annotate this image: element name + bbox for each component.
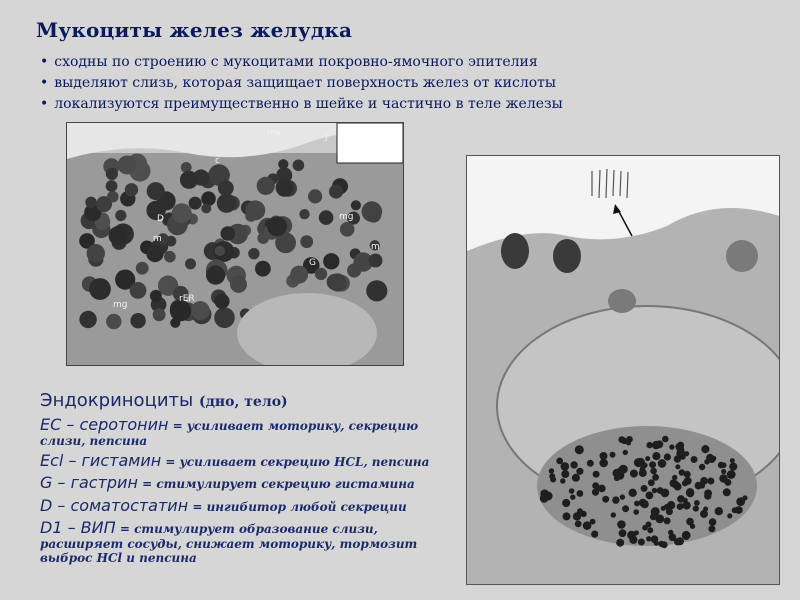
endocrine-granule [652, 452, 660, 460]
secretory-granule [276, 179, 294, 197]
endocrine-granule [655, 515, 664, 524]
cell-code: Ecl – гистамин [40, 451, 162, 471]
endocrine-granule [694, 500, 700, 506]
secretory-granule [201, 191, 216, 206]
endocrine-granule [690, 524, 695, 529]
secretory-granule [293, 160, 305, 172]
endocrine-granule [650, 468, 657, 475]
endocrine-granule [693, 506, 699, 512]
endocrine-granule [679, 503, 684, 508]
endocrine-granule [576, 468, 583, 475]
endocrine-granule [729, 463, 737, 471]
endocrine-cell-ec [40, 415, 450, 449]
secretory-granule [217, 194, 236, 213]
endocrine-granule [701, 445, 709, 453]
bullet-item: • локализуются преимущественно в шейке и частично в теле железы [40, 94, 563, 115]
endocrine-granule [680, 454, 686, 460]
endocrine-granule [616, 539, 624, 547]
secretory-granule [136, 262, 149, 275]
endocrine-granule [661, 489, 670, 498]
secretory-granule [87, 244, 105, 262]
secretory-granule [106, 168, 118, 180]
micrograph-label: D [157, 214, 164, 224]
endocrine-granule [704, 489, 712, 497]
endocrine-granule [639, 499, 647, 507]
endocrine-granule [742, 495, 747, 500]
endocrine-granule [645, 456, 650, 461]
secretory-granule [329, 184, 343, 198]
cell-description: = ингибитор любой секреции [188, 499, 407, 514]
cell-code: D1 – ВИП [40, 517, 116, 537]
endocrine-cell-ecl [40, 451, 450, 470]
endocrine-granule [707, 478, 714, 485]
secretory-granule [130, 282, 147, 299]
endocrine-granule [634, 458, 643, 467]
endocrine-granule [670, 479, 678, 487]
micrograph-label: mv [267, 128, 282, 138]
endocrine-granule [590, 519, 596, 525]
bullet-item: • выделяют слизь, которая защищает поверхность желез от кислоты [40, 73, 563, 94]
endocrine-granule [634, 530, 639, 535]
endocrine-granule [593, 471, 600, 478]
endocrinocytes-heading [40, 390, 450, 412]
endocrine-granule [622, 505, 629, 512]
endocrine-granule [708, 455, 716, 463]
bullet-item: • сходны по строению с мукоцитами покровно-ямочного эпителия [40, 52, 563, 73]
endocrine-granule [682, 531, 691, 540]
endocrine-granule [684, 471, 691, 478]
endocrine-granule [723, 488, 731, 496]
micrograph-label: G [309, 258, 316, 268]
secretory-granule [351, 200, 361, 210]
micrograph-endocrinocyte [466, 155, 780, 585]
secretory-granule [230, 276, 247, 293]
endocrine-granule [732, 507, 738, 513]
endocrine-granule [569, 488, 575, 494]
secretory-granule [362, 201, 383, 222]
endocrine-granule [629, 489, 637, 497]
micrograph-mucocytes [66, 122, 404, 366]
secretory-granule [164, 251, 176, 263]
secretory-granule [214, 294, 229, 309]
endocrine-granule [617, 520, 626, 529]
secretory-granule [315, 268, 327, 280]
secretory-granule [366, 280, 387, 301]
endocrine-granule [646, 442, 652, 448]
endocrine-granule [544, 492, 553, 501]
endocrine-granule [633, 509, 639, 515]
micrograph-right-image [467, 156, 779, 584]
secretory-granule [369, 254, 383, 268]
secretory-granule [215, 246, 225, 256]
endocrine-granule [648, 479, 655, 486]
secretory-granule [85, 197, 96, 208]
endocrine-granule [664, 517, 671, 524]
secretory-granule [221, 226, 236, 241]
endocrine-granule [623, 450, 628, 455]
endocrine-granule [549, 473, 555, 479]
cell-code: G – гастрин [40, 473, 138, 493]
endocrine-granule [662, 436, 669, 443]
endocrine-granule [661, 541, 668, 548]
endocrine-granule [618, 436, 625, 443]
endocrine-granule [700, 510, 708, 518]
secretory-granule [96, 196, 112, 212]
cell-description: = усиливает моторику, секрецию слизи, пепсина [40, 418, 419, 448]
micrograph-label: rER [179, 294, 195, 304]
endocrine-granule [727, 513, 732, 518]
secretory-granule [255, 261, 271, 277]
endocrine-granule [652, 441, 660, 449]
secretory-granule [201, 203, 211, 213]
endocrine-granule [612, 496, 619, 503]
secretory-granule [246, 200, 266, 220]
endocrine-granule [570, 461, 577, 468]
secretory-granule [206, 266, 225, 285]
endocrine-granule [675, 443, 684, 452]
endocrine-granule [561, 462, 570, 471]
secretory-granule [290, 266, 308, 284]
micrograph-label: mg [113, 300, 128, 310]
endocrine-granule [602, 496, 609, 503]
endocrine-granule [619, 465, 628, 474]
micrograph-label: c [215, 156, 220, 166]
secretory-granule [257, 177, 275, 195]
endocrine-granule [664, 504, 670, 510]
endocrine-granule [560, 478, 565, 483]
endocrine-granule [646, 492, 654, 500]
endocrine-granule [561, 470, 569, 478]
secretory-granule [278, 159, 288, 169]
cell-code: ЕС – серотонин [40, 414, 169, 434]
endocrine-granule [563, 512, 571, 520]
endocrine-granule [646, 536, 651, 541]
endocrine-granule [629, 536, 637, 544]
endocrine-granule [727, 470, 736, 479]
micrograph-left-image [67, 123, 403, 365]
endocrine-granule [630, 470, 638, 478]
cell-description: = стимулирует образование слизи, расширяет сосуды, снижает моторику, тормозит выброс HCl и пепсина [40, 521, 418, 566]
endocrine-granule [598, 485, 606, 493]
endocrine-granule [572, 474, 580, 482]
endocrinocytes-section [40, 390, 450, 566]
endocrine-granule [610, 452, 616, 458]
secretory-granule [214, 307, 235, 328]
endocrine-granule [647, 527, 653, 533]
endocrine-granule [639, 469, 647, 477]
endocrine-granule [708, 525, 715, 532]
endocrine-granule [721, 462, 727, 468]
slide-title: Мукоциты желез желудка [36, 18, 353, 42]
secretory-granule [319, 210, 334, 225]
mucocyte-bullet-list [40, 52, 563, 115]
endocrinocytes-heading-note: (дно, тело) [198, 394, 288, 410]
endocrine-granule [699, 464, 705, 470]
secretory-granule [172, 203, 192, 223]
secretory-granule [189, 197, 202, 210]
cell-code: D – соматостатин [40, 495, 189, 515]
secretory-granule [150, 290, 162, 302]
secretory-granule [147, 182, 165, 200]
secretory-granule [180, 171, 198, 189]
endocrine-cell-d [40, 496, 450, 515]
endocrine-granule [686, 488, 694, 496]
secretory-granule [146, 245, 163, 262]
endocrine-granule [652, 474, 659, 481]
secretory-granule [89, 278, 111, 300]
secretory-granule [308, 189, 322, 203]
endocrine-granule [577, 490, 584, 497]
endocrine-granule [664, 453, 671, 460]
endocrine-granule [724, 479, 731, 486]
endocrine-granule [682, 480, 688, 486]
secretory-granule [118, 156, 137, 175]
endocrine-cell-d1 [40, 518, 450, 566]
secretory-granule [115, 210, 126, 221]
endocrine-granule [619, 529, 627, 537]
secretory-granule [340, 222, 355, 237]
secretory-granule [106, 314, 121, 329]
endocrine-granule [700, 477, 708, 485]
secretory-granule [299, 209, 309, 219]
endocrinocytes-heading-text: Эндокриноциты [40, 390, 194, 411]
secretory-granule [185, 258, 196, 269]
secretory-granule [329, 273, 347, 291]
cell-description: = стимулирует секрецию гистамина [137, 477, 415, 492]
endocrine-granule [715, 507, 723, 515]
secretory-granule [109, 226, 128, 245]
secretory-granule [153, 308, 166, 321]
endocrine-granule [675, 464, 680, 469]
cell-description: = усиливает секрецию HCL, пепсина [161, 455, 430, 470]
micrograph-label: J [325, 132, 328, 142]
secretory-granule [347, 263, 361, 277]
endocrine-granule [651, 535, 659, 543]
secretory-granule [300, 235, 313, 248]
endocrine-granule [562, 499, 570, 507]
endocrine-granule [677, 495, 685, 503]
endocrine-granule [709, 518, 717, 526]
endocrine-cell-g [40, 473, 450, 492]
endocrine-granule [626, 441, 631, 446]
secretory-granule [106, 180, 118, 192]
endocrine-granule [576, 446, 584, 454]
endocrine-granule [634, 501, 640, 507]
secretory-granule [125, 183, 138, 196]
endocrine-granule [658, 459, 667, 468]
secretory-granule [323, 253, 339, 269]
endocrine-granule [591, 531, 598, 538]
endocrine-granule [587, 460, 594, 467]
endocrine-granule [721, 469, 726, 474]
endocrine-granule [575, 521, 582, 528]
endocrine-granule [669, 534, 677, 542]
micrograph-label: mg [339, 212, 354, 222]
secretory-granule [79, 311, 96, 328]
endocrine-granule [642, 463, 648, 469]
endocrine-granule [646, 522, 652, 528]
endocrine-granule [549, 468, 554, 473]
endocrine-granule [580, 511, 586, 517]
endocrine-granule [638, 539, 645, 546]
endocrine-granule [730, 458, 735, 463]
secretory-granule [267, 216, 287, 236]
endocrine-granule [611, 512, 616, 517]
endocrine-granule [652, 488, 657, 493]
endocrine-granule [649, 461, 656, 468]
endocrine-granule [620, 494, 625, 499]
secretory-granule [130, 313, 145, 328]
micrograph-label: m [371, 242, 380, 252]
endocrine-granule [641, 485, 648, 492]
endocrine-granule [669, 444, 674, 449]
endocrine-granule [651, 509, 658, 516]
endocrine-granule [691, 456, 698, 463]
micrograph-label: m [153, 234, 162, 244]
endocrine-granule [570, 495, 575, 500]
secretory-granule [248, 248, 259, 259]
endocrine-granule [599, 459, 608, 468]
